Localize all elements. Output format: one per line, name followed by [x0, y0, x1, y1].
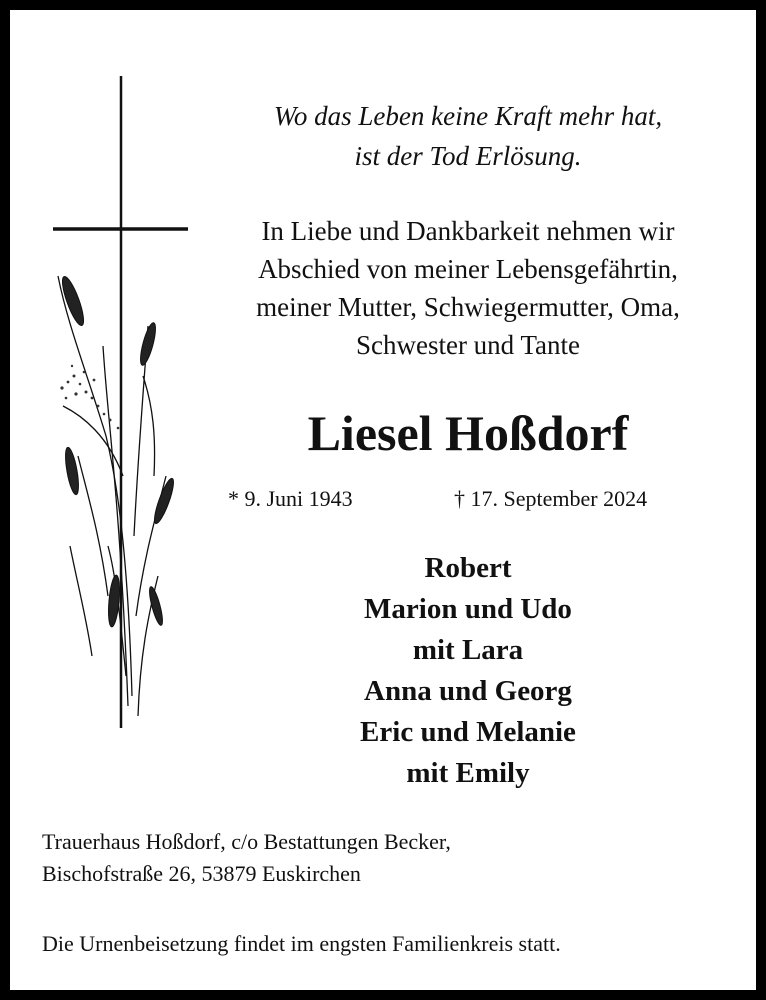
intro-line: meiner Mutter, Schwiegermutter, Oma,	[256, 292, 680, 322]
intro-line: Abschied von meiner Lebensgefährtin,	[258, 254, 678, 284]
family-line: Robert	[424, 552, 512, 584]
family-list	[200, 548, 736, 794]
family-line: Anna und Georg	[364, 675, 572, 707]
birth-date: * 9. Juni 1943	[228, 486, 353, 511]
quote-line: ist der Tod Erlösung.	[354, 141, 582, 171]
family-line: Marion und Udo	[364, 593, 572, 625]
grass-seed-dots	[60, 365, 119, 430]
quote-line: Wo das Leben keine Kraft mehr hat,	[273, 101, 663, 131]
address-line: Trauerhaus Hoßdorf, c/o Bestattungen Becker,	[42, 829, 451, 854]
family-line: mit Emily	[406, 757, 530, 789]
quote	[200, 96, 736, 176]
intro-line: In Liebe und Dankbarkeit nehmen wir	[261, 216, 675, 246]
mourning-address	[42, 826, 451, 890]
intro-line: Schwester und Tante	[355, 330, 581, 360]
address-line: Bischofstraße 26, 53879 Euskirchen	[42, 861, 361, 886]
obituary-card	[10, 10, 756, 990]
death-date: † 17. September 2024	[454, 486, 648, 511]
cross-with-wheat-icon	[48, 76, 188, 756]
family-line: Eric und Melanie	[360, 716, 576, 748]
burial-note: Die Urnenbeisetzung findet im engsten Familienkreis statt.	[42, 931, 561, 956]
family-line: mit Lara	[412, 634, 524, 666]
cross-icon	[53, 76, 188, 728]
intro-text	[200, 212, 736, 364]
deceased-name: Liesel Hoßdorf	[307, 405, 629, 461]
